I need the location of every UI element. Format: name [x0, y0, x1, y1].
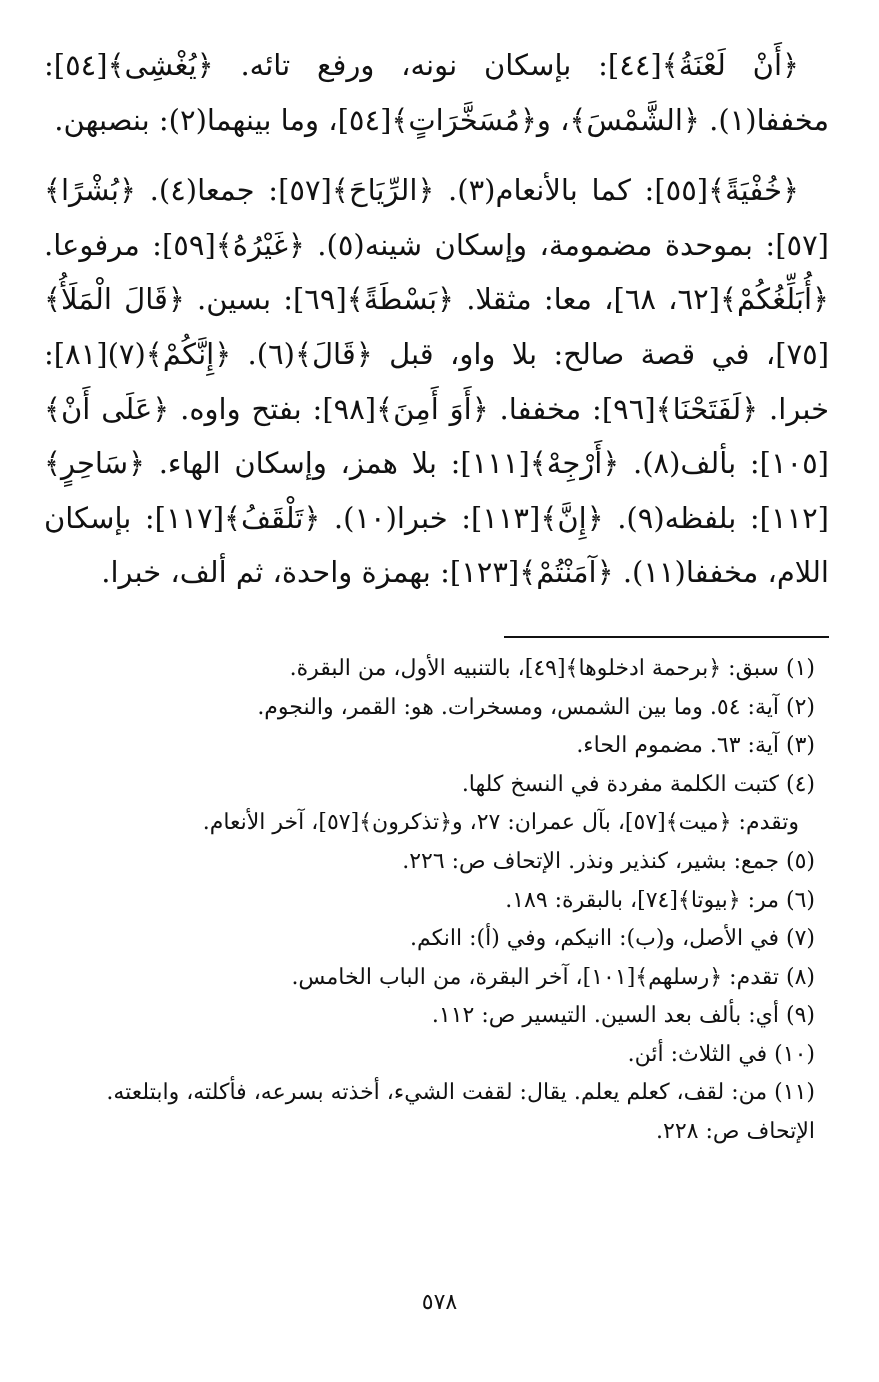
- footnote-divider: [504, 636, 829, 638]
- footnote-2: (٢) آية: ٥٤. وما بين الشمس، ومسخرات. هو: القمر، والنجوم.: [257, 694, 815, 720]
- footnote-3: (٣) آية: ٦٣. مضموم الحاء.: [576, 733, 815, 759]
- footnote-1: (١) سبق: ﴿برحمة ادخلوها﴾[٤٩]، بالتنبيه الأول، من البقرة.: [289, 655, 815, 681]
- footnote-4: (٤) كتبت الكلمة مفردة في النسخ كلها.: [461, 771, 815, 797]
- page-number: ٥٧٨: [421, 1290, 458, 1315]
- main-paragraph-1: ﴿أَنْ لَعْنَةُ﴾[٤٤]: بإسكان نونه، ورفع تائه. ﴿يُغْشِى﴾[٥٤]: مخففا(١). ﴿الشَّمْسَ﴾، و﴿مُسَخَّرَاتٍ﴾[٥٤]، وما بينهما(٢): بنصبهن.: [44, 48, 829, 137]
- footnote-8: (٨) تقدم: ﴿رسلهم﴾[١٠١]، آخر البقرة، من الباب الخامس.: [291, 964, 815, 990]
- main-text: [44, 38, 829, 600]
- footnote-11: (١١) من: لقف، كعلم يعلم. يقال: لقفت الشيء، أخذته بسرعه، فأكلته، وابتلعته. الإتحاف ص: ٢٢٨.: [106, 1080, 815, 1145]
- main-paragraph-2: ﴿خُفْيَةً﴾[٥٥]: كما بالأنعام(٣). ﴿الرِّيَاحَ﴾[٥٧]: جمعا(٤). ﴿بُشْرًا﴾[٥٧]: بموحدة مضمومة، وإسكان شينه(٥). ﴿غَيْرُهُ﴾[٥٩]: مرفوعا. ﴿أُبَلِّغُكُمْ﴾[٦٢، ٦٨]، معا: مثقلا. ﴿بَسْطَةً﴾[٦٩]: بسين. ﴿قَالَ الْمَلَأُ﴾[٧٥]، في قصة صالح: بلا واو، قبل ﴿قَالَ﴾(٦). ﴿إِنَّكُمْ﴾(٧)[٨١]: خبرا. ﴿لَفَتَحْنَا﴾[٩٦]: مخففا. ﴿أَوَ أَمِنَ﴾[٩٨]: بفتح واوه. ﴿عَلَى أَنْ﴾[١٠٥]: بألف(٨). ﴿أَرْجِهْ﴾[١١١]: بلا همز، وإسكان الهاء. ﴿سَاحِرٍ﴾[١١٢]: بلفظه(٩). ﴿إِنَّ﴾[١١٣]: خبرا(١٠). ﴿تَلْقَفُ﴾[١١٧]: بإسكان اللام، مخففا(١١). ﴿آمَنْتُمْ﴾[١٢٣]: بهمزة واحدة، ثم ألف، خبرا.: [44, 173, 830, 590]
- footnote-7: (٧) في الأصل، و(ب): اانيكم، وفي (أ): اانكم.: [409, 926, 815, 952]
- footnote-6: (٦) مر: ﴿بيوتا﴾[٧٤]، بالبقرة: ١٨٩.: [505, 887, 815, 913]
- footnote-5: (٥) جمع: بشير، كنذير ونذر. الإتحاف ص: ٢٢٦.: [402, 848, 815, 874]
- footnote-9: (٩) أي: بألف بعد السين. التيسير ص: ١١٢.: [431, 1003, 815, 1029]
- footnotes: [44, 650, 829, 1152]
- footnote-10: (١٠) في الثلاث: أئن.: [627, 1041, 815, 1067]
- footnote-4-continuation: وتقدم: ﴿ميت﴾[٥٧]، بآل عمران: ٢٧، و﴿تذكرون﴾[٥٧]، آخر الأنعام.: [202, 810, 799, 836]
